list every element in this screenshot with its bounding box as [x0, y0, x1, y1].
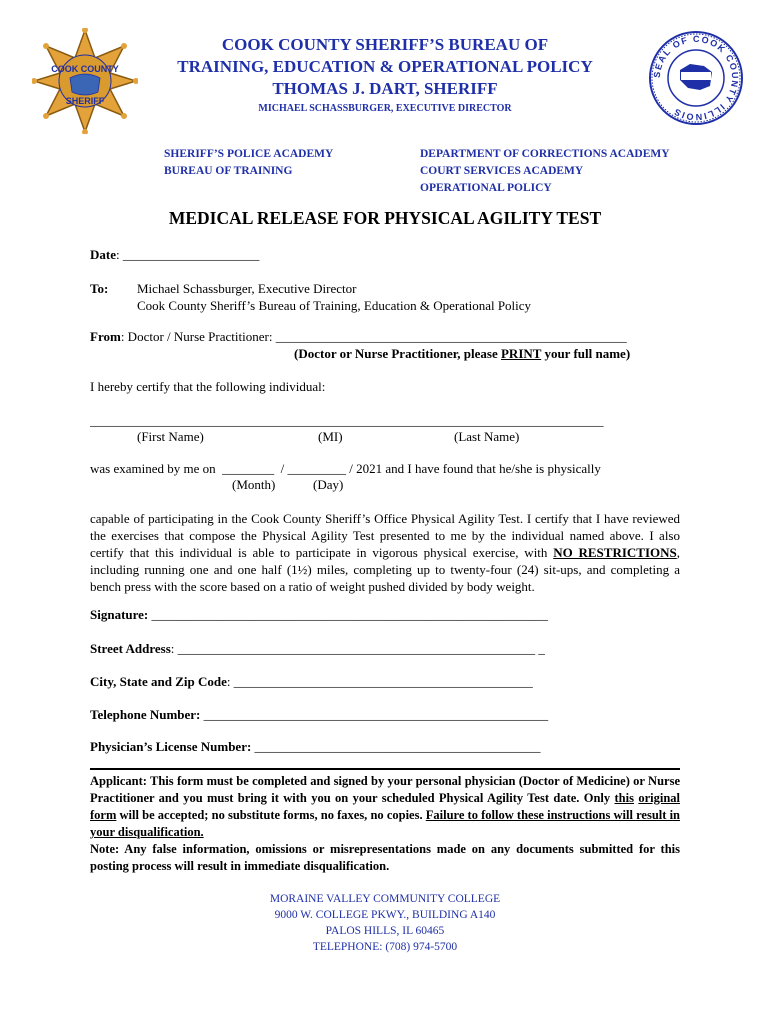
- city-state-zip-line: [90, 673, 533, 690]
- date-line: [90, 246, 259, 263]
- certify-text: I hereby certify that the following individual:: [90, 379, 326, 394]
- notice-original: original: [638, 791, 680, 805]
- telephone-field[interactable]: _____________________________________________________: [200, 707, 549, 722]
- signature-line: [90, 606, 548, 623]
- month-label: (Month): [232, 477, 276, 492]
- signature-field[interactable]: _____________________________________________________________: [148, 607, 549, 622]
- dept-right-2: COURT SERVICES ACADEMY: [420, 165, 584, 177]
- to-line-2: Cook County Sheriff’s Bureau of Training, Education & Operational Policy: [137, 298, 532, 313]
- practitioner-field[interactable]: : Doctor / Nurse Practitioner: ______________________________________________________: [120, 329, 627, 344]
- footer-telephone: TELEPHONE: (708) 974-5700: [312, 941, 458, 953]
- license-label: Physician’s License Number:: [90, 739, 252, 754]
- departments-right: [420, 146, 670, 197]
- form-title: MEDICAL RELEASE FOR PHYSICAL AGILITY TEST: [168, 208, 602, 228]
- date-label: Date: [90, 247, 116, 262]
- from-line: [90, 328, 627, 345]
- footer-address: 9000 W. COLLEGE PKWY., BUILDING A140: [274, 909, 496, 921]
- first-name-label: (First Name): [137, 429, 204, 444]
- departments-left: [164, 146, 333, 180]
- bureau-subheading: TRAINING, EDUCATION & OPERATIONAL POLICY: [177, 57, 593, 76]
- date-field[interactable]: : _____________________: [116, 247, 260, 262]
- dept-left-2: BUREAU OF TRAINING: [164, 165, 293, 177]
- from-label: From: [90, 329, 121, 344]
- notice-this: this: [614, 791, 634, 805]
- from-hint-print: PRINT: [500, 346, 542, 361]
- from-hint-a: (Doctor or Nurse Practitioner, please: [294, 346, 501, 361]
- dept-right-3: OPERATIONAL POLICY: [420, 182, 552, 194]
- applicant-notice: [90, 773, 680, 875]
- divider: [90, 768, 680, 770]
- last-name-label: (Last Name): [454, 429, 520, 444]
- to-label: To:: [90, 281, 109, 296]
- paragraph-part-1: capable of participating in the Cook County Sheriff’s Office Physical Agility Test. I certify that I have reviewed the exercises that compose the Physical Agility Test presented to me by the individual named above. I also certify that this individual is able to participate in vigorous physical exercise, with: [90, 511, 680, 560]
- footer: [90, 891, 680, 955]
- notice-failure: Failure to follow these instructions will result in your disqualification.: [90, 808, 680, 839]
- street-address-label: Street Address: [90, 641, 171, 656]
- footer-city: PALOS HILLS, IL 60465: [325, 925, 445, 937]
- bureau-heading: COOK COUNTY SHERIFF’S BUREAU OF: [221, 35, 549, 54]
- from-hint: [294, 345, 630, 362]
- name-field[interactable]: _______________________________________________________________________________: [90, 413, 604, 428]
- notice-part-1: Applicant: This form must be completed and signed by your personal physician (Doctor of Medicine) or Nurse Practitioner and you must bring it with you on your scheduled Physical Agility Test date. Only: [90, 774, 680, 805]
- no-restrictions: NO RESTRICTIONS: [553, 545, 677, 560]
- sheriff-badge-icon: [32, 28, 138, 134]
- executive-director: MICHAEL SCHASSBURGER, EXECUTIVE DIRECTOR: [258, 103, 512, 114]
- from-hint-b: your full name): [541, 346, 631, 361]
- telephone-label: Telephone Number:: [90, 707, 201, 722]
- certification-paragraph: [90, 510, 680, 595]
- mi-label: (MI): [318, 429, 343, 444]
- notice-form: form: [90, 808, 117, 822]
- notice-note: Note: Any false information, omissions or misrepresentations made on any documents submitted for this posting process will result in immediate disqualification.: [90, 842, 680, 873]
- county-seal-icon: [648, 30, 744, 126]
- to-line-1: Michael Schassburger, Executive Director: [137, 281, 357, 296]
- sheriff-name: THOMAS J. DART, SHERIFF: [272, 79, 498, 98]
- examined-line: was examined by me on ________ / _________ / 2021 and I have found that he/she is physically: [90, 461, 601, 476]
- dept-right-1: DEPARTMENT OF CORRECTIONS ACADEMY: [420, 148, 670, 160]
- city-state-zip-label: City, State and Zip Code: [90, 674, 227, 689]
- paragraph-part-2: , including running one and one half (1½) miles, completing up to twenty-four (24) sit-ups, and completing a bench press with the score based on a ratio of weight pushed divided by body weight.: [90, 545, 680, 594]
- street-address-line: [90, 640, 545, 657]
- telephone-line: [90, 706, 548, 723]
- day-label: (Day): [313, 477, 344, 492]
- license-line: [90, 738, 541, 755]
- dept-left-1: SHERIFF’S POLICE ACADEMY: [164, 148, 334, 160]
- notice-part-2: will be accepted; no substitute forms, no faxes, no copies.: [116, 808, 426, 822]
- street-address-field[interactable]: : _______________________________________________________ _: [170, 641, 545, 656]
- svg-text:SHERIFF: SHERIFF: [65, 96, 105, 106]
- city-state-zip-field[interactable]: : ______________________________________________: [226, 674, 533, 689]
- license-field[interactable]: ____________________________________________: [251, 739, 541, 754]
- svg-text:COOK COUNTY: COOK COUNTY: [51, 64, 119, 74]
- seal-text: SEAL OF COOK COUNTY ILLINOIS: [651, 33, 741, 123]
- signature-label: Signature:: [90, 607, 149, 622]
- footer-college: MORAINE VALLEY COMMUNITY COLLEGE: [269, 893, 501, 905]
